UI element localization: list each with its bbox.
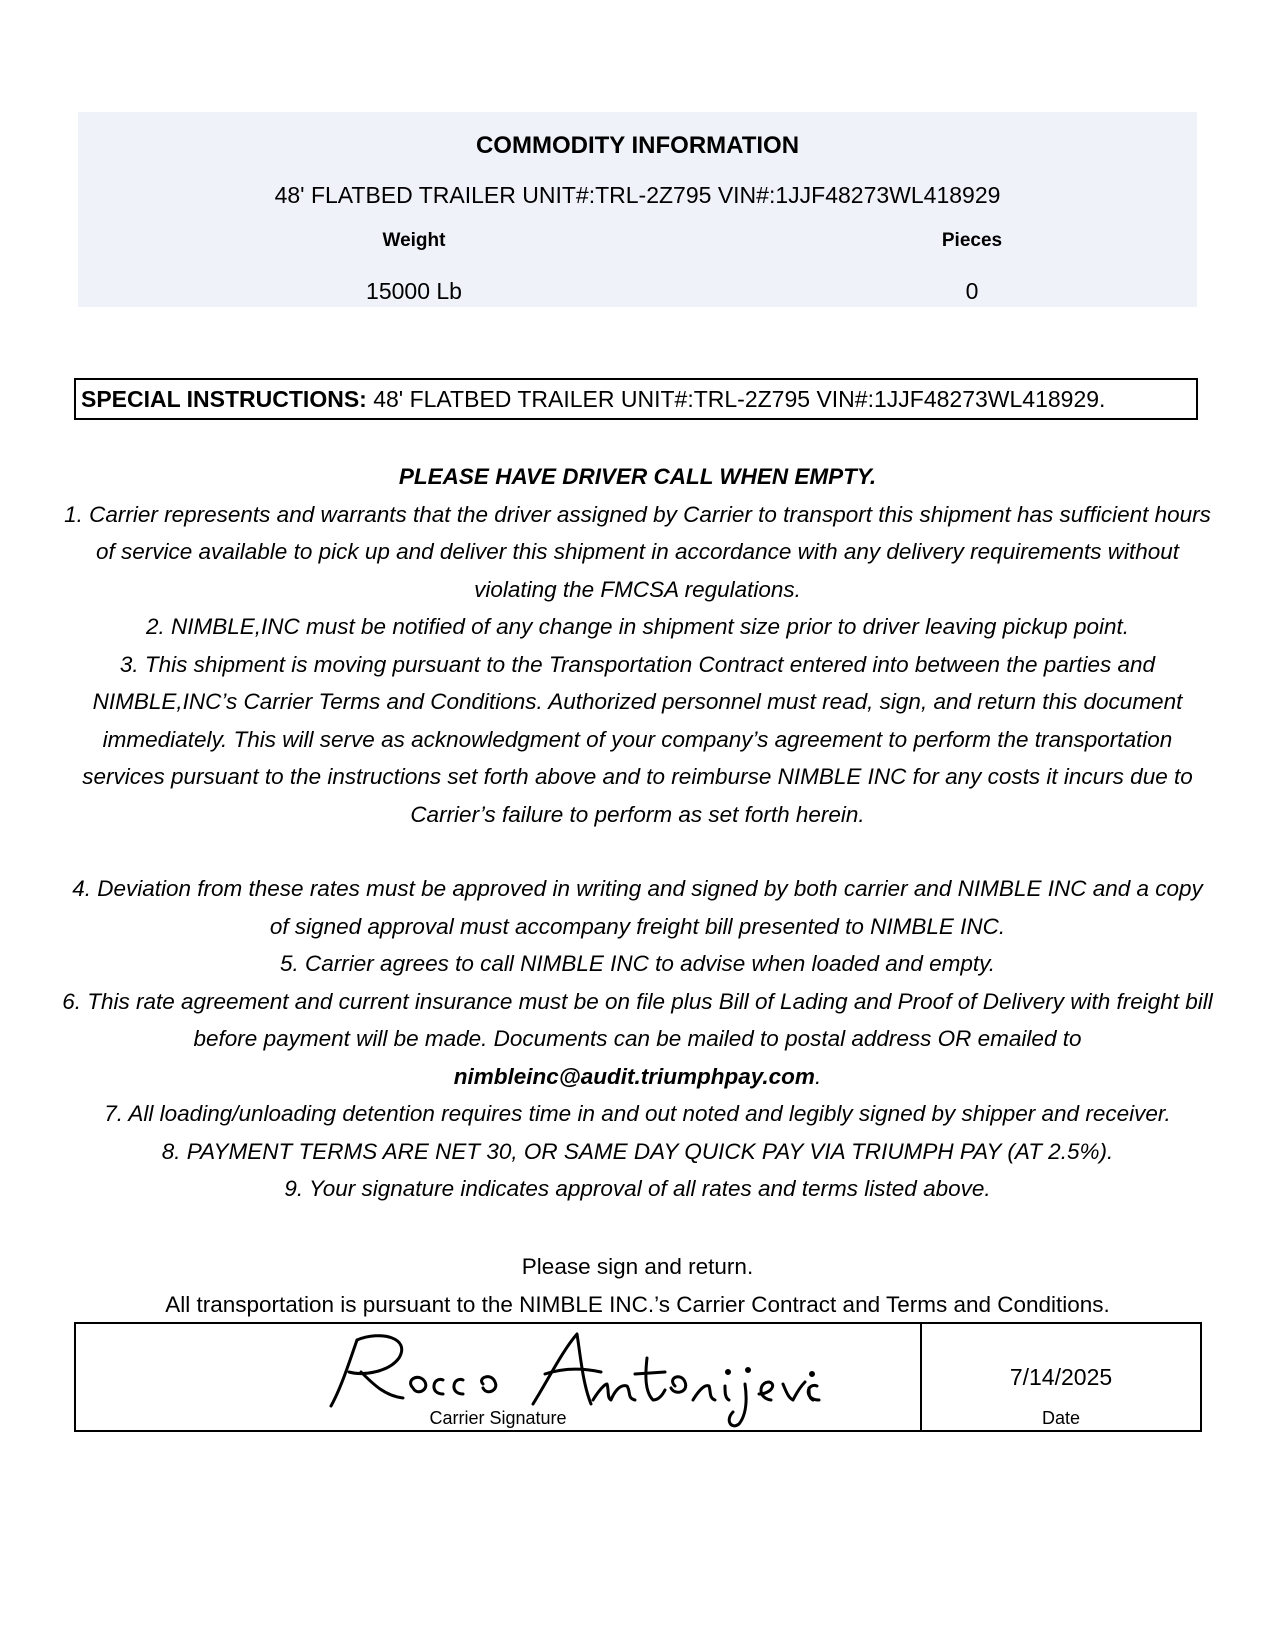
term-6-text: 6. This rate agreement and current insurance must be on file plus Bill of Lading and Proof of Delivery with freight bill before payment will be made. Documents can be mailed to postal address OR emailed to bbox=[62, 988, 1213, 1051]
audit-email: nimbleinc@audit.triumphpay.com bbox=[453, 1063, 815, 1089]
special-instructions-label: SPECIAL INSTRUCTIONS: bbox=[81, 386, 367, 412]
pieces-value: 0 bbox=[965, 278, 979, 304]
term-2: 2. NIMBLE,INC must be notified of any change in shipment size prior to driver leaving pickup point. bbox=[146, 614, 1129, 639]
closing-notes bbox=[60, 1248, 1215, 1324]
sign-and-return-note: Please sign and return. bbox=[521, 1254, 754, 1279]
terms-list bbox=[60, 458, 1215, 1208]
commodity-title: COMMODITY INFORMATION bbox=[475, 132, 800, 159]
term-1: 1. Carrier represents and warrants that the driver assigned by Carrier to transport this shipment has sufficient hours of service available to pick up and deliver this shipment in accordance with any delivery requirements without violating the FMCSA regulations. bbox=[64, 501, 1211, 602]
term-8: 8. PAYMENT TERMS ARE NET 30, OR SAME DAY QUICK PAY VIA TRIUMPH PAY (AT 2.5%). bbox=[161, 1138, 1114, 1164]
term-7: 7. All loading/unloading detention requires time in and out noted and legibly signed by shipper and receiver. bbox=[104, 1101, 1171, 1126]
signature-box bbox=[74, 1322, 1202, 1432]
weight-value: 15000 Lb bbox=[366, 278, 462, 304]
date-label: Date bbox=[1041, 1408, 1081, 1428]
terms-spacer bbox=[60, 833, 1215, 870]
special-instructions-box bbox=[74, 378, 1198, 420]
commodity-info-section bbox=[78, 112, 1197, 307]
term-4: 4. Deviation from these rates must be approved in writing and signed by both carrier and NIMBLE INC and a copy of signed approval must accompany freight bill presented to NIMBLE INC. bbox=[72, 876, 1203, 939]
term-6 bbox=[60, 983, 1215, 1096]
date-value: 7/14/2025 bbox=[1009, 1364, 1113, 1390]
contract-note: All transportation is pursuant to the NIMBLE INC.’s Carrier Contract and Terms and Conditions. bbox=[165, 1292, 1110, 1317]
term-6-end: . bbox=[814, 1063, 822, 1089]
special-instructions-text: 48' FLATBED TRAILER UNIT#:TRL-2Z795 VIN#:1JJF48273WL418929. bbox=[366, 386, 1106, 412]
term-3: 3. This shipment is moving pursuant to the Transportation Contract entered into between the parties and NIMBLE,INC’s Carrier Terms and Conditions. Authorized personnel must read, sign, and return this document immediately. This will serve as acknowledgment of your company’s agreement to perform the transportation services pursuant to the instructions set forth above and to reimburse NIMBLE INC for any costs it incurs due to Carrier’s failure to perform as set forth herein. bbox=[82, 651, 1193, 827]
term-5: 5. Carrier agrees to call NIMBLE INC to advise when loaded and empty. bbox=[280, 951, 995, 976]
terms-headline: PLEASE HAVE DRIVER CALL WHEN EMPTY. bbox=[398, 464, 877, 489]
weight-label: Weight bbox=[382, 230, 446, 251]
term-9: 9. Your signature indicates approval of all rates and terms listed above. bbox=[284, 1176, 991, 1201]
carrier-signature-label: Carrier Signature bbox=[429, 1408, 567, 1428]
commodity-description: 48' FLATBED TRAILER UNIT#:TRL-2Z795 VIN#:1JJF48273WL418929 bbox=[274, 182, 1001, 208]
pieces-label: Pieces bbox=[941, 230, 1003, 251]
